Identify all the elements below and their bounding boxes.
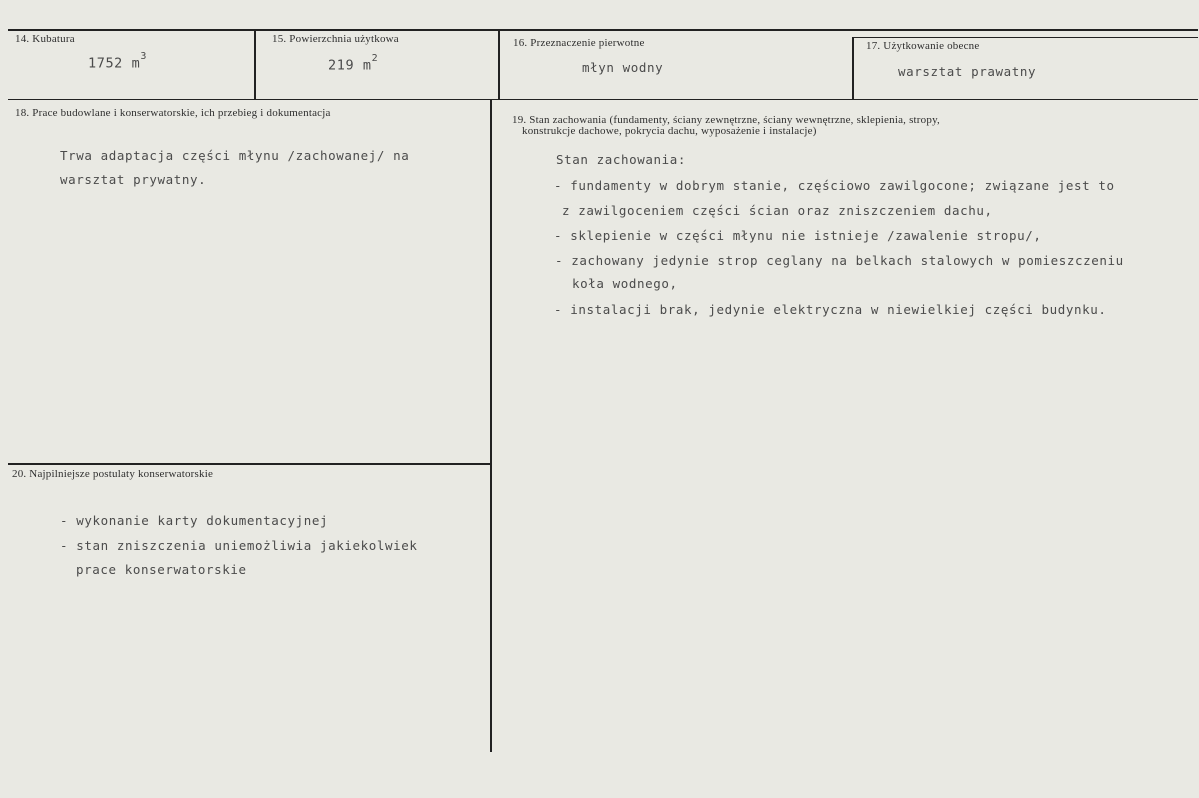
stan-zachowania-label-2: konstrukcje dachowe, pokrycia dachu, wyposażenie i instalacje): [522, 125, 817, 137]
field-20-top-line: [8, 463, 490, 465]
stan-zachowania-line-5: - zachowany jedynie strop ceglany na belkach stalowych w pomieszczeniu: [555, 253, 1124, 268]
top-border-line: [8, 29, 1198, 31]
col-divider-16-17: [852, 38, 854, 100]
przeznaczenie-label: 16. Przeznaczenie pierwotne: [513, 37, 645, 49]
kubatura-label: 14. Kubatura: [15, 33, 75, 45]
postulaty-label: 20. Najpilniejsze postulaty konserwatorskie: [12, 468, 214, 480]
col-divider-left-right: [490, 100, 492, 752]
przeznaczenie-value: młyn wodny: [582, 60, 664, 75]
powierzchnia-number: 219 m: [328, 57, 372, 74]
powierzchnia-label: 15. Powierzchnia użytkowa: [272, 33, 399, 45]
prace-budowlane-label: 18. Prace budowlane i konserwatorskie, ich przebieg i dokumentacja: [15, 107, 331, 119]
kubatura-exponent: 3: [140, 51, 147, 62]
col-divider-15-16: [498, 30, 500, 100]
kubatura-number: 1752 m: [88, 55, 141, 72]
prace-budowlane-line-2: warsztat prywatny.: [60, 172, 207, 187]
row-divider-line: [8, 99, 1198, 100]
postulaty-line-1: - wykonanie karty dokumentacyjnej: [60, 513, 329, 528]
stan-zachowania-line-6: koła wodnego,: [572, 276, 678, 291]
stan-zachowania-line-1: Stan zachowania:: [556, 152, 687, 167]
uzytkowanie-value: warsztat prawatny: [898, 64, 1037, 79]
powierzchnia-exponent: 2: [371, 53, 379, 64]
stan-zachowania-line-3: z zawilgoceniem części ścian oraz zniszczeniem dachu,: [562, 203, 993, 218]
stan-zachowania-label: 19. Stan zachowania (fundamenty, ściany zewnętrzne, ściany wewnętrzne, sklepienia, stropy,: [512, 114, 941, 126]
field-17-top-line: [852, 37, 1198, 38]
col-divider-14-15: [254, 30, 256, 100]
stan-zachowania-line-2: - fundamenty w dobrym stanie, częściowo zawilgocone; związane jest to: [554, 178, 1115, 193]
uzytkowanie-label: 17. Użytkowanie obecne: [866, 40, 980, 52]
powierzchnia-value: [328, 53, 379, 74]
stan-zachowania-line-7: - instalacji brak, jedynie elektryczna w niewielkiej części budynku.: [554, 302, 1107, 317]
prace-budowlane-line-1: Trwa adaptacja części młynu /zachowanej/ na: [60, 148, 410, 163]
postulaty-line-3: prace konserwatorskie: [76, 562, 247, 577]
kubatura-value: [88, 51, 147, 72]
postulaty-line-2: - stan zniszczenia uniemożliwia jakiekolwiek: [60, 538, 418, 553]
stan-zachowania-line-4: - sklepienie w części młynu nie istnieje /zawalenie stropu/,: [554, 228, 1042, 243]
